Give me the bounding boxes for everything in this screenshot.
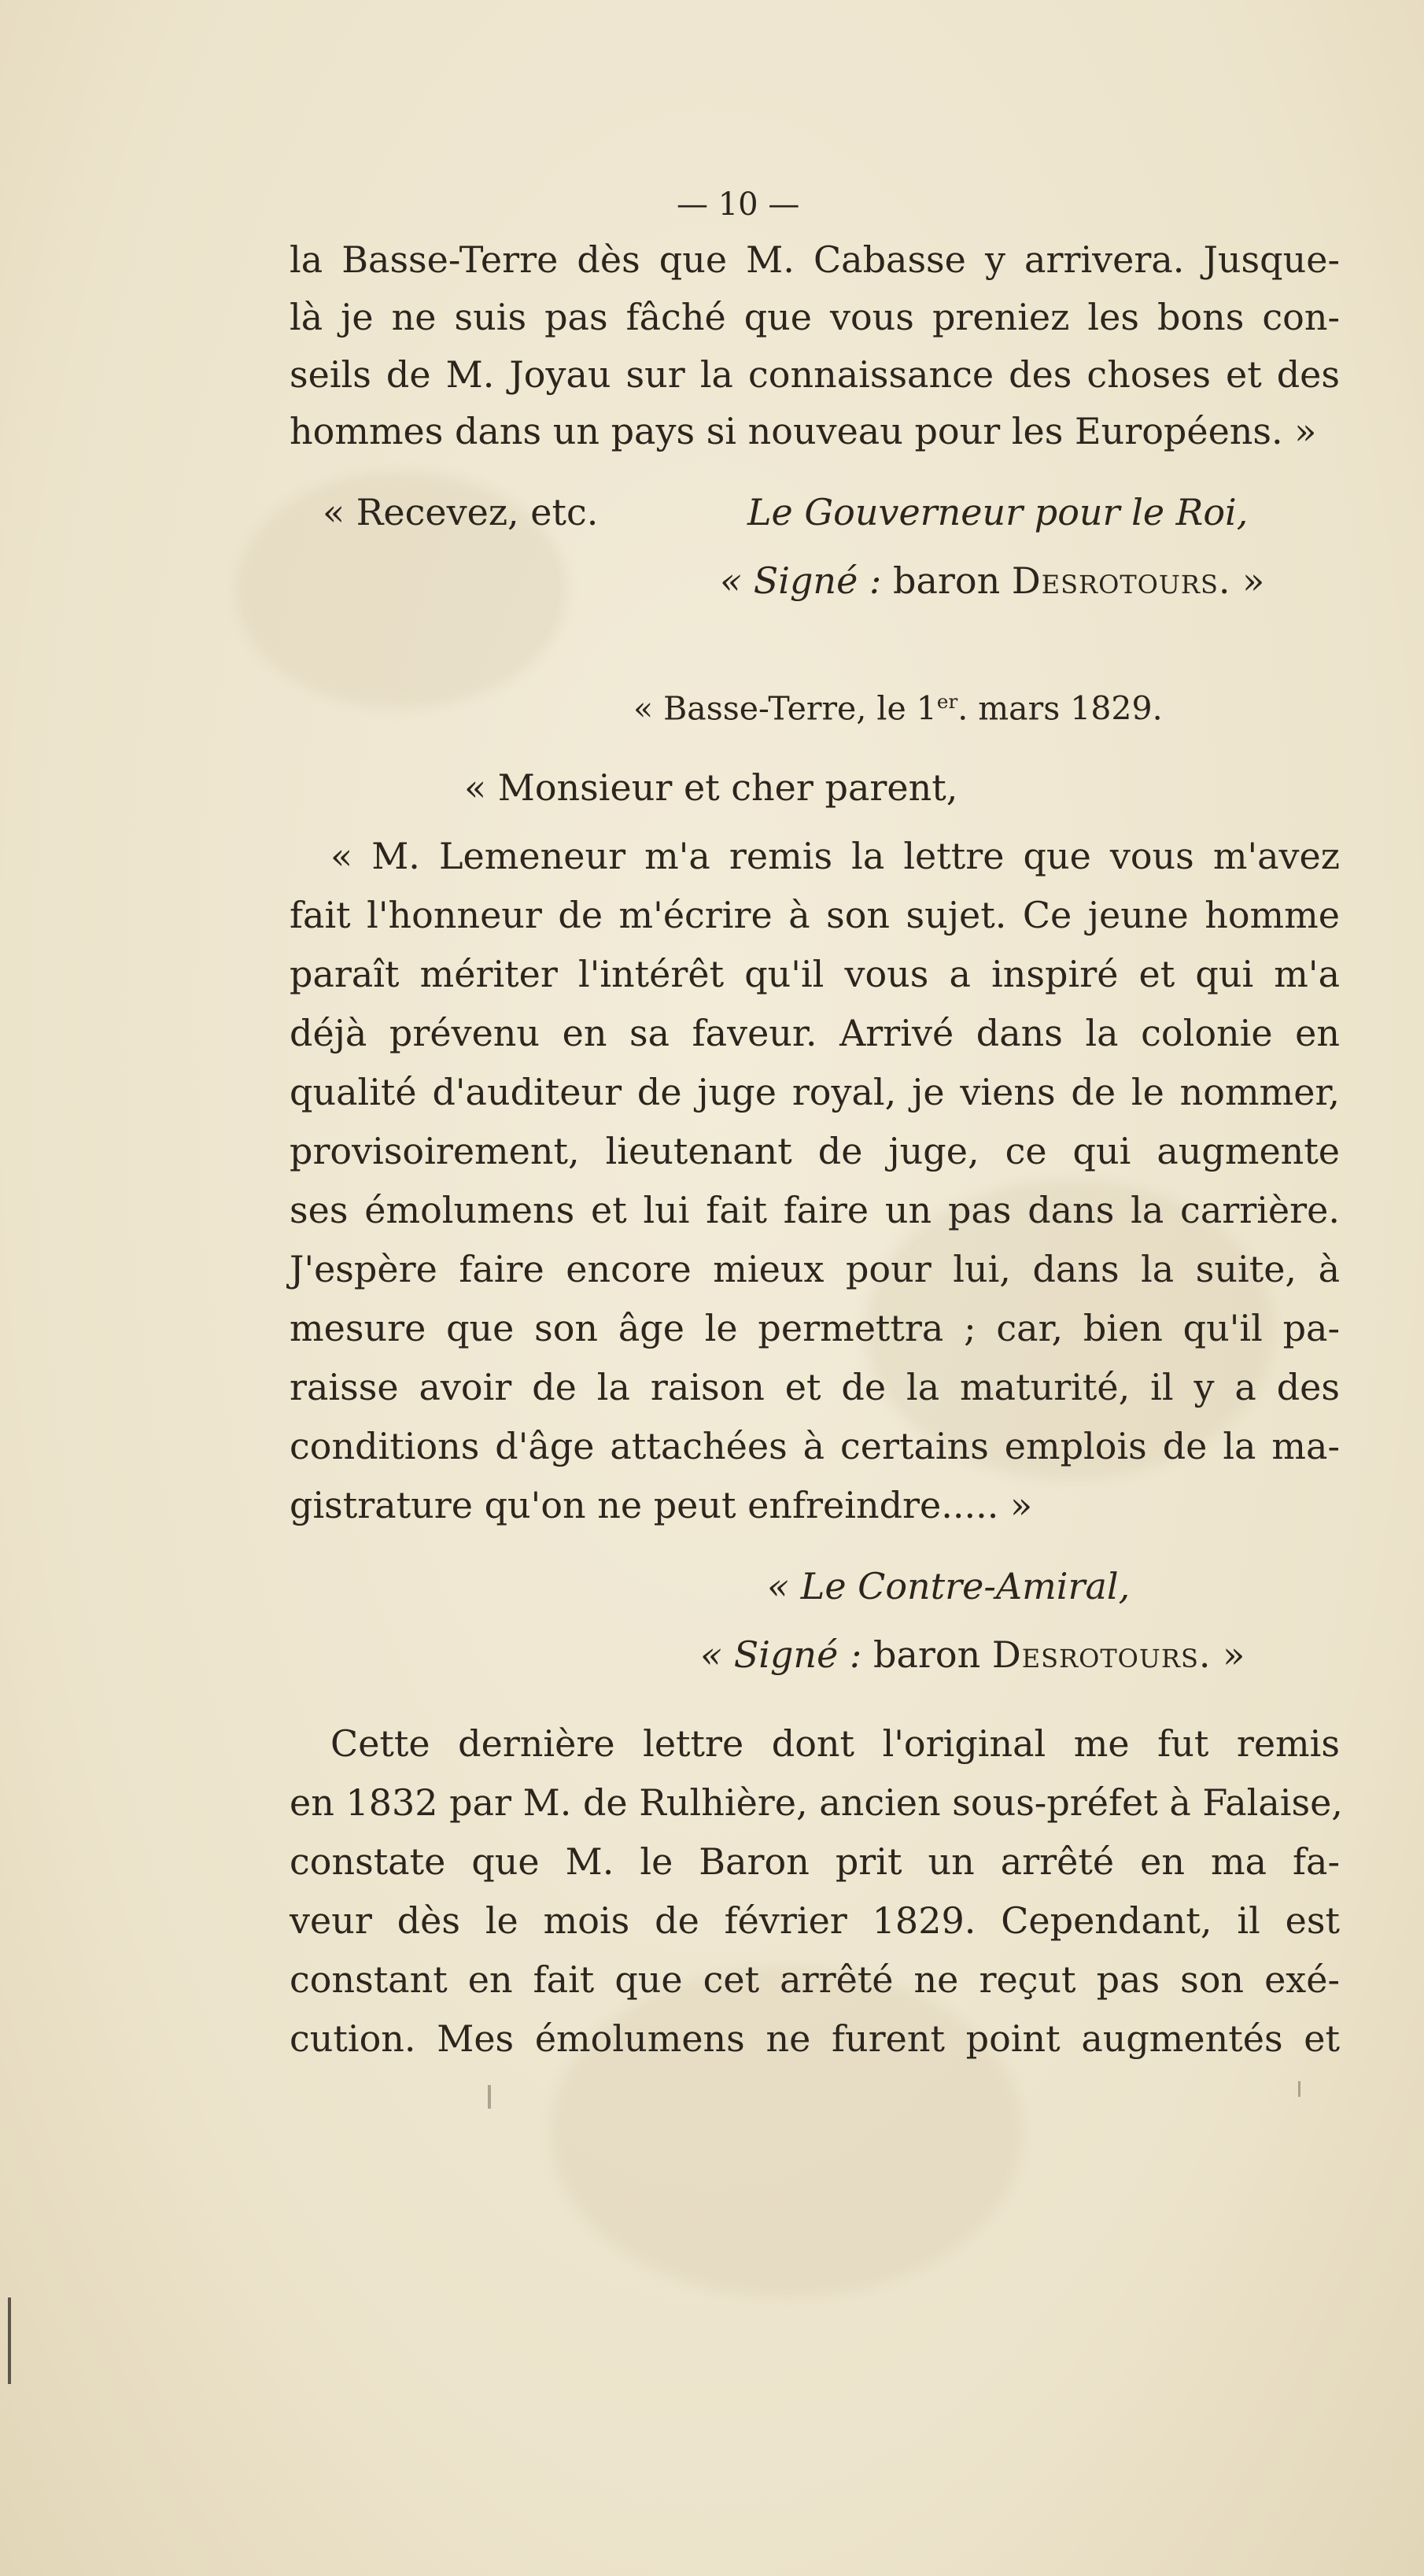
letter-body-line: gistrature qu'on ne peut enfreindre..... »: [290, 1484, 1033, 1526]
signature-line: [700, 1633, 1245, 1676]
letter-body-line: ses émolumens et lui fait faire un pas dans la carrière.: [290, 1189, 1340, 1231]
signatory-role: Le Gouverneur pour le Roi,: [747, 491, 1249, 533]
text-line: là je ne suis pas fâché que vous preniez les bons con-: [290, 296, 1340, 338]
letter-body-line: raisse avoir de la raison et de la maturité, il y a des: [290, 1366, 1340, 1408]
signature-baron: baron: [873, 1633, 981, 1676]
paper-stain: [551, 1967, 1023, 2297]
letter-body-line: conditions d'âge attachées à certains emplois de la ma-: [290, 1425, 1340, 1467]
paragraph-line: constant en fait que cet arrêté ne reçut pas son exé-: [290, 1958, 1340, 2001]
signature-name: Desrotours.: [1011, 559, 1231, 602]
letter-body-line: mesure que son âge le permettra ; car, bien qu'il pa-: [290, 1307, 1340, 1349]
signature-baron: baron: [893, 559, 1001, 602]
paper-speck: [1298, 2081, 1300, 2097]
dateline-suffix: . mars 1829.: [957, 689, 1163, 728]
signature-line: [720, 559, 1265, 602]
dateline: [633, 689, 1163, 728]
paragraph-line: veur dès le mois de février 1829. Cependant, il est: [290, 1899, 1340, 1942]
dateline-sup: er: [936, 690, 958, 713]
letter-body-line: fait l'honneur de m'écrire à son sujet. Ce jeune homme: [290, 894, 1340, 936]
page-number: — 10 —: [677, 186, 800, 223]
letter-body-line: qualité d'auditeur de juge royal, je viens de le nommer,: [290, 1071, 1340, 1113]
signature-name: Desrotours.: [991, 1633, 1212, 1676]
letter-body-line: déjà prévenu en sa faveur. Arrivé dans la colonie en: [290, 1012, 1340, 1054]
paragraph-line: constate que M. le Baron prit un arrêté en ma fa-: [290, 1840, 1340, 1883]
paragraph-line: cution. Mes émolumens ne furent point augmentés et: [290, 2017, 1340, 2060]
text-line: hommes dans un pays si nouveau pour les Européens. »: [290, 410, 1317, 452]
letter-body-line: J'espère faire encore mieux pour lui, dans la suite, à: [290, 1248, 1340, 1290]
letter-body-line: provisoirement, lieutenant de juge, ce qui augmente: [290, 1130, 1340, 1172]
signature-suffix: »: [1242, 559, 1265, 602]
letter-body-line: « M. Lemeneur m'a remis la lettre que vous m'avez: [330, 835, 1340, 877]
letter-body-line: paraît mériter l'intérêt qu'il vous a inspiré et qui m'a: [290, 953, 1340, 995]
signature-prefix: « Signé :: [720, 559, 882, 602]
dateline-prefix: « Basse-Terre, le 1: [633, 689, 937, 728]
paper-speck: [488, 2085, 491, 2109]
text-line: seils de M. Joyau sur la connaissance des choses et des: [290, 353, 1340, 396]
edge-mark: [8, 2297, 11, 2384]
closing-recevez: « Recevez, etc.: [323, 491, 599, 533]
salutation: « Monsieur et cher parent,: [464, 766, 958, 809]
paragraph-line: Cette dernière lettre dont l'original me fut remis: [330, 1722, 1340, 1765]
text-line: la Basse-Terre dès que M. Cabasse y arrivera. Jusque-: [290, 238, 1340, 281]
signatory-role: « Le Contre-Amiral,: [767, 1565, 1131, 1607]
paragraph-line: en 1832 par M. de Rulhière, ancien sous-préfet à Falaise,: [290, 1781, 1343, 1824]
signature-suffix: »: [1223, 1633, 1245, 1676]
signature-prefix: « Signé :: [700, 1633, 862, 1676]
